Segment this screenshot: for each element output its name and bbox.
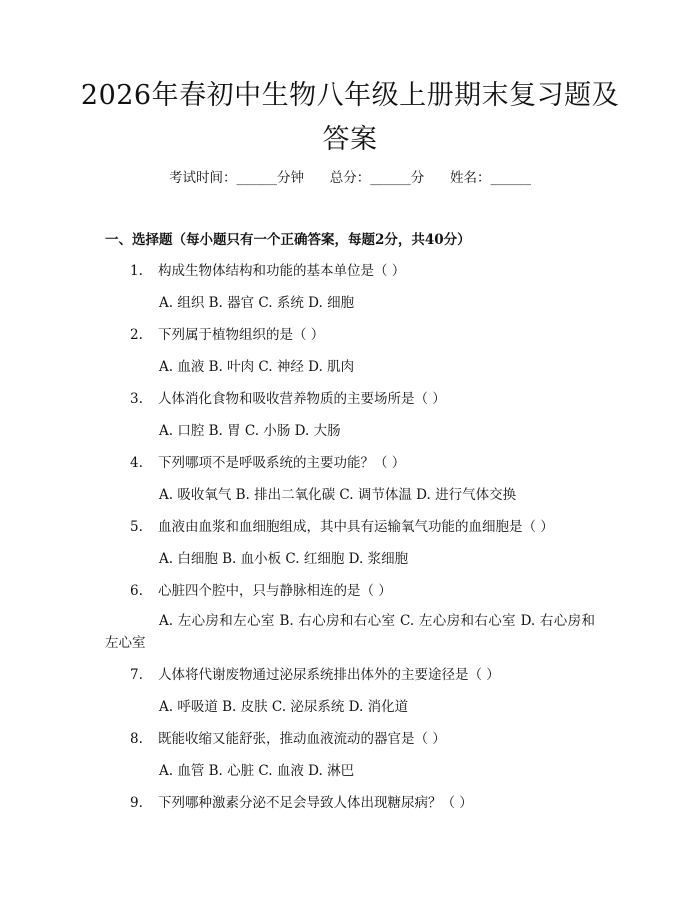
question-text: 血液由血浆和血细胞组成，其中具有运输氧气功能的血细胞是（ ）	[158, 519, 554, 535]
question-text: 人体消化食物和吸收营养物质的主要场所是（ ）	[158, 391, 446, 407]
question-1-options: A. 组织 B. 器官 C. 系统 D. 细胞	[159, 295, 355, 311]
question-5	[130, 518, 554, 536]
question-number: 1.	[130, 263, 143, 279]
question-number: 3.	[130, 391, 143, 407]
question-1	[130, 262, 405, 280]
question-number: 9.	[130, 795, 143, 811]
section-heading: 一、选择题（每小题只有一个正确答案，每题2分，共40分）	[105, 232, 471, 248]
question-text: 心脏四个腔中，只与静脉相连的是（ ）	[158, 583, 392, 599]
exam-info-line: 考试时间：______分钟 总分：______分 姓名：______	[169, 170, 531, 186]
question-text: 既能收缩又能舒张，推动血液流动的器官是（ ）	[158, 731, 446, 747]
question-2-options: A. 血液 B. 叶肉 C. 神经 D. 肌肉	[159, 359, 355, 375]
question-2	[130, 326, 324, 344]
question-7-options: A. 呼吸道 B. 皮肤 C. 泌尿系统 D. 消化道	[159, 699, 409, 715]
question-3	[130, 390, 446, 408]
question-5-options: A. 白细胞 B. 血小板 C. 红细胞 D. 浆细胞	[159, 551, 409, 567]
question-text: 人体将代谢废物通过泌尿系统排出体外的主要途径是（ ）	[158, 667, 500, 683]
question-text: 下列哪项不是呼吸系统的主要功能？（ ）	[158, 455, 406, 471]
question-4-options: A. 吸收氧气 B. 排出二氧化碳 C. 调节体温 D. 进行气体交换	[159, 487, 517, 503]
question-3-options: A. 口腔 B. 胃 C. 小肠 D. 大肠	[159, 423, 341, 439]
question-6-options: A. 左心房和左心室 B. 右心房和右心室 C. 左心房和右心室 D. 右心房和左心室	[105, 613, 595, 651]
question-number: 4.	[130, 455, 143, 471]
question-6	[130, 582, 392, 600]
question-number: 7.	[130, 667, 143, 683]
page-title: 2026年春初中生物八年级上册期末复习题及答案	[80, 80, 620, 155]
question-number: 6.	[130, 583, 143, 599]
question-number: 8.	[130, 731, 143, 747]
question-text: 下列属于植物组织的是（ ）	[158, 327, 325, 343]
question-8	[130, 730, 446, 748]
question-7	[130, 666, 500, 684]
question-8-options: A. 血管 B. 心脏 C. 血液 D. 淋巴	[159, 763, 355, 779]
question-9	[130, 794, 473, 812]
question-4	[130, 454, 405, 472]
question-number: 2.	[130, 327, 143, 343]
question-text: 构成生物体结构和功能的基本单位是（ ）	[158, 263, 406, 279]
question-text: 下列哪种激素分泌不足会导致人体出现糖尿病？（ ）	[158, 795, 473, 811]
question-number: 5.	[130, 519, 143, 535]
